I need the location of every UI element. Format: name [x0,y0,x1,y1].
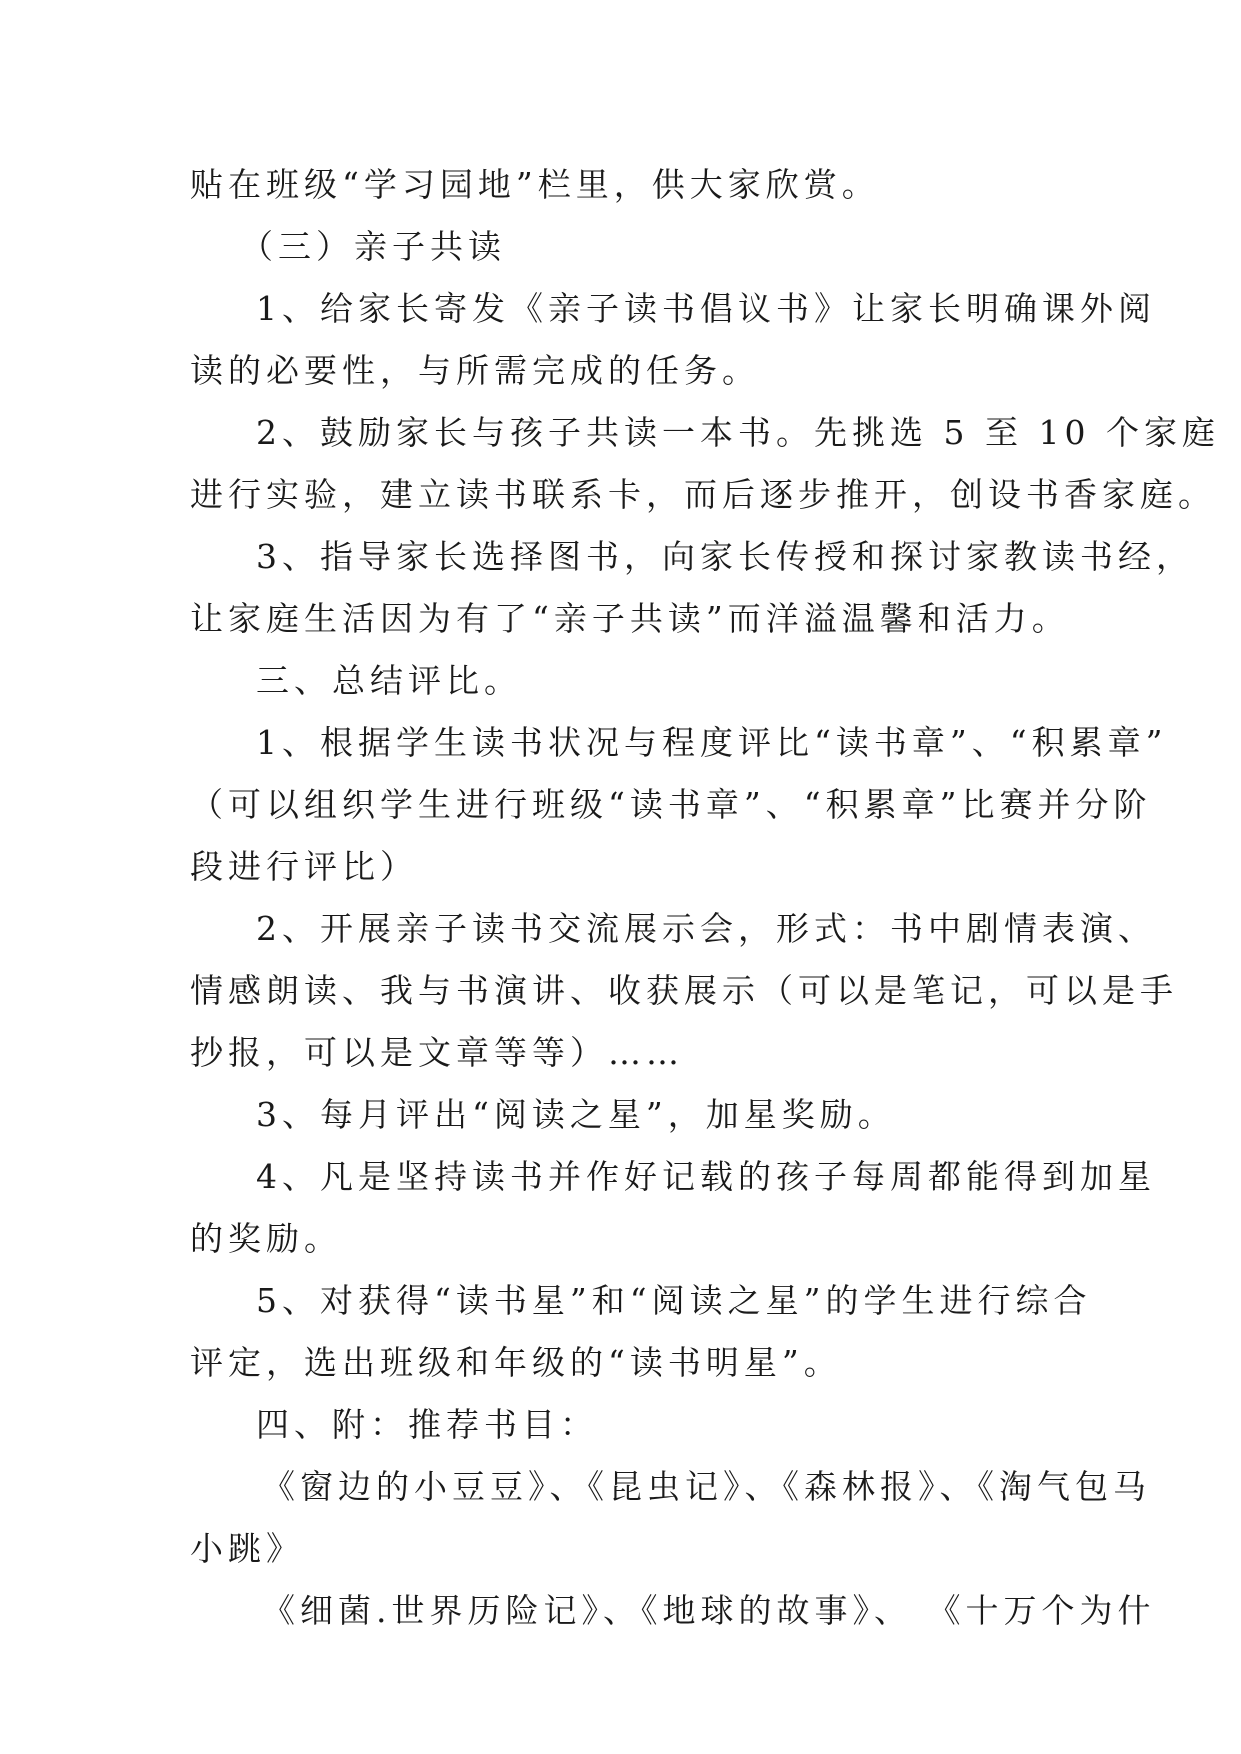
text-line: 评定，选出班级和年级的“读书明星”。 [190,1343,842,1382]
text-line: 1、给家长寄发《亲子读书倡议书》让家长明确课外阅 [256,289,1156,328]
section-heading: 四、附：推荐书目： [256,1405,598,1444]
text-line: 让家庭生活因为有了“亲子共读”而洋溢温馨和活力。 [190,599,1070,638]
text-line: 5、对获得“读书星”和“阅读之星”的学生进行综合 [256,1281,1092,1320]
text-line: 3、每月评出“阅读之星”，加星奖励。 [256,1095,896,1134]
text-line: 3、指导家长选择图书，向家长传授和探讨家教读书经， [256,537,1194,576]
text-line: 进行实验，建立读书联系卡，而后逐步推开，创设书香家庭。 [190,475,1216,514]
text-line: 小跳》 [190,1529,304,1568]
text-line: 抄报，可以是文章等等）…… [190,1033,684,1072]
text-line: 情感朗读、我与书演讲、收获展示（可以是笔记，可以是手 [190,971,1178,1010]
text-line: 4、凡是坚持读书并作好记载的孩子每周都能得到加星 [256,1157,1156,1196]
text-line: 《细菌.世界历险记》、《地球的故事》、 《十万个为什 [262,1591,1156,1630]
text-line: 贴在班级“学习园地”栏里，供大家欣赏。 [190,165,880,204]
text-line: 段进行评比） [190,847,418,886]
text-line: 2、鼓励家长与孩子共读一本书。先挑选 5 至 10 个家庭 [256,413,1220,452]
text-line: 《窗边的小豆豆》、《昆虫记》、《森林报》、《淘气包马 [262,1467,1151,1506]
text-line: 1、根据学生读书状况与程度评比“读书章”、“积累章” [256,723,1168,762]
text-line: 读的必要性，与所需完成的任务。 [190,351,760,390]
section-heading: 三、总结评比。 [256,661,522,700]
text-line: 的奖励。 [190,1219,342,1258]
text-line: （可以组织学生进行班级“读书章”、“积累章”比赛并分阶 [190,785,1152,824]
text-line: 2、开展亲子读书交流展示会，形式：书中剧情表演、 [256,909,1156,948]
section-heading: （三）亲子共读 [240,227,506,266]
